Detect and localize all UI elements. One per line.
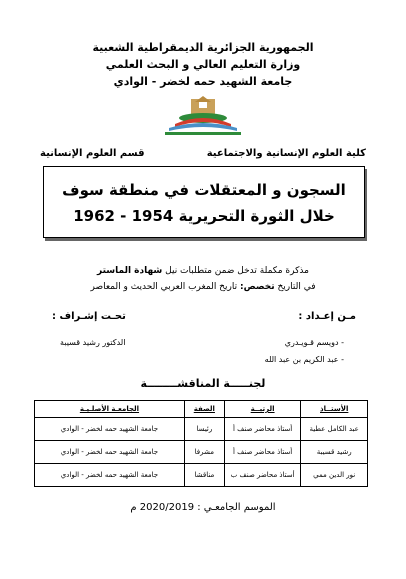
- column-header-professor: الأستــاذ: [301, 401, 368, 418]
- cell-professor: نور الدين ممي: [301, 464, 368, 487]
- cell-professor: رشيد قسيبة: [301, 441, 368, 464]
- memo-line2-specialty-label: تخصص:: [239, 282, 275, 292]
- cell-role: مشرفا: [184, 441, 224, 464]
- student-1: [285, 338, 344, 347]
- column-header-university: الجامعـة الأصلـيـة: [35, 401, 185, 418]
- thesis-title-line2: خلال الثورة التحريرية 1954 - 1962: [73, 207, 335, 225]
- student-2-name: عبد الكريم بن عبد الله: [264, 355, 339, 364]
- prepared-by-label: مـن إعـداد :: [298, 311, 356, 322]
- bullet-dash: -: [338, 355, 344, 364]
- thesis-title-box: [43, 166, 365, 238]
- supervisor-name: الدكتور رشيد قسيبة: [60, 338, 126, 347]
- faculty-name: كلية العلوم الإنسانية والاجتماعية: [206, 148, 366, 159]
- header-line-ministry: وزارة التعليم العالي و البحث العلمي: [105, 58, 301, 71]
- supervision-label: تحـت إشـراف :: [52, 311, 126, 322]
- column-header-rank: الرتبــة: [224, 401, 301, 418]
- cell-role: رئيسا: [184, 418, 224, 441]
- memo-line-1: [0, 264, 406, 278]
- cell-rank: أستاذ محاضر صنف أ: [224, 441, 301, 464]
- table-row: [35, 441, 368, 464]
- header-line-republic: الجمهورية الجزائرية الديمقراطية الشعبية: [92, 41, 314, 54]
- header-line-university: جامعة الشهيد حمه لخضر - الوادي: [113, 75, 293, 88]
- memo-line1-degree: شهادة الماستر: [97, 266, 163, 276]
- bullet-dash: -: [338, 338, 344, 347]
- table-row: [35, 464, 368, 487]
- cell-rank: أستاذ محاضر صنف ب: [224, 464, 301, 487]
- cell-professor: عبد الكامل عطية: [301, 418, 368, 441]
- jury-table: [34, 400, 368, 487]
- student-2: [265, 355, 344, 364]
- memo-line-2: [0, 280, 406, 294]
- memo-line2-specialty: تاريخ المغرب العربي الحديث و المعاصر: [90, 282, 238, 292]
- jury-table-header-row: [35, 401, 368, 418]
- cell-university: جامعة الشهيد حمه لخضر - الوادي: [35, 464, 185, 487]
- cell-university: جامعة الشهيد حمه لخضر - الوادي: [35, 441, 185, 464]
- student-1-name: دويسم قـويـدري: [284, 338, 339, 347]
- cell-university: جامعة الشهيد حمه لخضر - الوادي: [35, 418, 185, 441]
- column-header-role: الصفة: [184, 401, 224, 418]
- thesis-title-line1: السجون و المعتقلات في منطقة سوف: [62, 181, 346, 199]
- memo-line1-prefix: مذكرة مكملة تدخل ضمن متطلبات نيل: [165, 266, 309, 276]
- table-row: [35, 418, 368, 441]
- memo-line2-prefix: في التاريخ: [277, 282, 316, 292]
- department-name: قسم العلوم الإنسانية: [40, 148, 145, 159]
- academic-year: الموسم الجامعـي : 2020/2019 م: [130, 502, 276, 513]
- cell-role: مناقشا: [184, 464, 224, 487]
- cell-rank: أستاذ محاضر صنف أ: [224, 418, 301, 441]
- committee-title: لجنـــــة المناقشــــــــة: [140, 377, 266, 390]
- university-logo: [155, 94, 251, 138]
